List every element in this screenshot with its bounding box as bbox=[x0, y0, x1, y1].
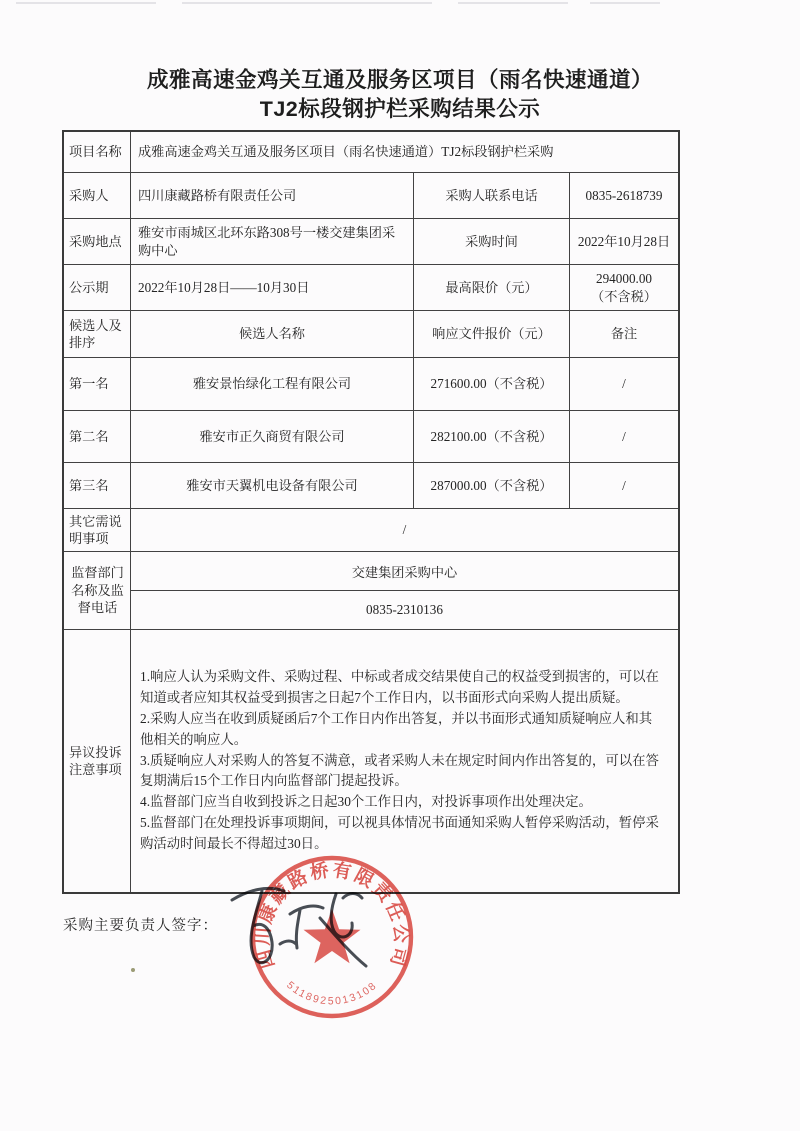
location-label: 采购地点 bbox=[64, 219, 131, 264]
document-title-line2: TJ2标段钢护栏采购结果公示 bbox=[259, 97, 541, 121]
objection-item-1: 1.响应人认为采购文件、采购过程、中标或者成交结果使自己的权益受到损害的，可以在知道或者应知其权益受到损害之日起7个工作日内，以书面形式向采购人提出质疑。 bbox=[140, 669, 659, 706]
scan-streak bbox=[458, 2, 568, 4]
candidates-name-header: 候选人名称 bbox=[131, 311, 414, 357]
candidate-2-price: 282100.00（不含税） bbox=[414, 411, 570, 462]
candidate-1-price: 271600.00（不含税） bbox=[414, 358, 570, 410]
objection-label: 异议投诉注意事项 bbox=[64, 630, 131, 892]
buyer-phone-label: 采购人联系电话 bbox=[414, 173, 570, 218]
objection-item-3: 3.质疑响应人对采购人的答复不满意，或者采购人未在规定时间内作出答复的，可以在答复期满后15个工作日内向监督部门提起投诉。 bbox=[140, 752, 659, 789]
buyer-value: 四川康藏路桥有限责任公司 bbox=[131, 173, 414, 218]
max-price-amount: 294000.00 bbox=[595, 270, 653, 286]
objection-item-4: 4.监督部门应当自收到投诉之日起30个工作日内，对投诉事项作出处理决定。 bbox=[140, 794, 592, 810]
table-row-buyer bbox=[64, 173, 678, 219]
handwritten-signature bbox=[224, 868, 384, 986]
table-row-publicity bbox=[64, 265, 678, 311]
project-label: 项目名称 bbox=[64, 132, 131, 172]
candidates-price-header: 响应文件报价（元） bbox=[414, 311, 570, 357]
publicity-label: 公示期 bbox=[64, 265, 131, 310]
scan-streak bbox=[16, 2, 156, 4]
candidates-remark-header: 备注 bbox=[610, 326, 638, 342]
table-row-other-notes bbox=[64, 509, 678, 552]
table-row-candidate-2 bbox=[64, 411, 678, 463]
supervision-phone: 0835-2310136 bbox=[366, 602, 443, 617]
candidate-2-remark: / bbox=[622, 428, 626, 444]
buyer-label: 采购人 bbox=[64, 173, 131, 218]
candidates-rank-header: 候选人及排序 bbox=[64, 311, 131, 357]
seal-number-text: 5118925013108 bbox=[284, 979, 380, 1008]
other-notes-label: 其它需说明事项 bbox=[64, 509, 131, 551]
document-title-line1: 成雅高速金鸡关互通及服务区项目（雨名快速通道） bbox=[146, 68, 653, 92]
supervision-values bbox=[131, 552, 678, 629]
time-label: 采购时间 bbox=[414, 219, 570, 264]
candidate-1-remark: / bbox=[622, 376, 626, 392]
candidate-3-name: 雅安市天翼机电设备有限公司 bbox=[131, 463, 414, 508]
max-price-label: 最高限价（元） bbox=[414, 265, 570, 310]
table-row-supervision bbox=[64, 552, 678, 630]
candidate-1-name: 雅安景怡绿化工程有限公司 bbox=[131, 358, 414, 410]
candidate-3-rank: 第三名 bbox=[64, 463, 131, 508]
max-price-tax-note: （不含税） bbox=[591, 288, 657, 304]
table-row-candidate-1 bbox=[64, 358, 678, 411]
project-value: 成雅高速金鸡关互通及服务区项目（雨名快速通道）TJ2标段钢护栏采购 bbox=[138, 144, 554, 160]
candidate-2-rank: 第二名 bbox=[64, 411, 131, 462]
max-price-value bbox=[570, 265, 678, 310]
location-value: 雅安市雨城区北环东路308号一楼交建集团采购中心 bbox=[131, 219, 414, 264]
time-value: 2022年10月28日 bbox=[577, 233, 671, 249]
scan-streak bbox=[182, 2, 432, 4]
publicity-value: 2022年10月28日——10月30日 bbox=[131, 265, 414, 310]
objection-item-5: 5.监督部门在处理投诉事项期间，可以视具体情况书面通知采购人暂停采购活动，暂停采购活动时间最长不得超过30日。 bbox=[140, 814, 659, 851]
document-title bbox=[0, 66, 800, 124]
candidate-3-remark: / bbox=[622, 477, 626, 493]
objection-item-2: 2.采购人应当在收到质疑函后7个工作日内作出答复，并以书面形式通知质疑响应人和其他相关的响应人。 bbox=[140, 711, 653, 747]
table-row-candidates-header bbox=[64, 311, 678, 358]
candidate-2-name: 雅安市正久商贸有限公司 bbox=[131, 411, 414, 462]
supervision-label: 监督部门名称及监督电话 bbox=[64, 552, 131, 629]
supervision-dept: 交建集团采购中心 bbox=[131, 552, 678, 591]
seal-company-text: 四川康藏路桥有限责任公司 bbox=[251, 858, 413, 971]
other-notes-value: / bbox=[402, 522, 407, 538]
scan-streak bbox=[590, 2, 660, 4]
signature-line-label: 采购主要负责人签字： bbox=[63, 918, 218, 934]
candidate-3-price: 287000.00（不含税） bbox=[414, 463, 570, 508]
table-row-project bbox=[64, 132, 678, 173]
candidate-1-rank: 第一名 bbox=[64, 358, 131, 410]
result-table bbox=[62, 130, 680, 894]
buyer-phone-value: 0835-2618739 bbox=[585, 187, 663, 203]
table-row-candidate-3 bbox=[64, 463, 678, 509]
ink-dot-artifact bbox=[131, 968, 135, 972]
table-row-location bbox=[64, 219, 678, 265]
